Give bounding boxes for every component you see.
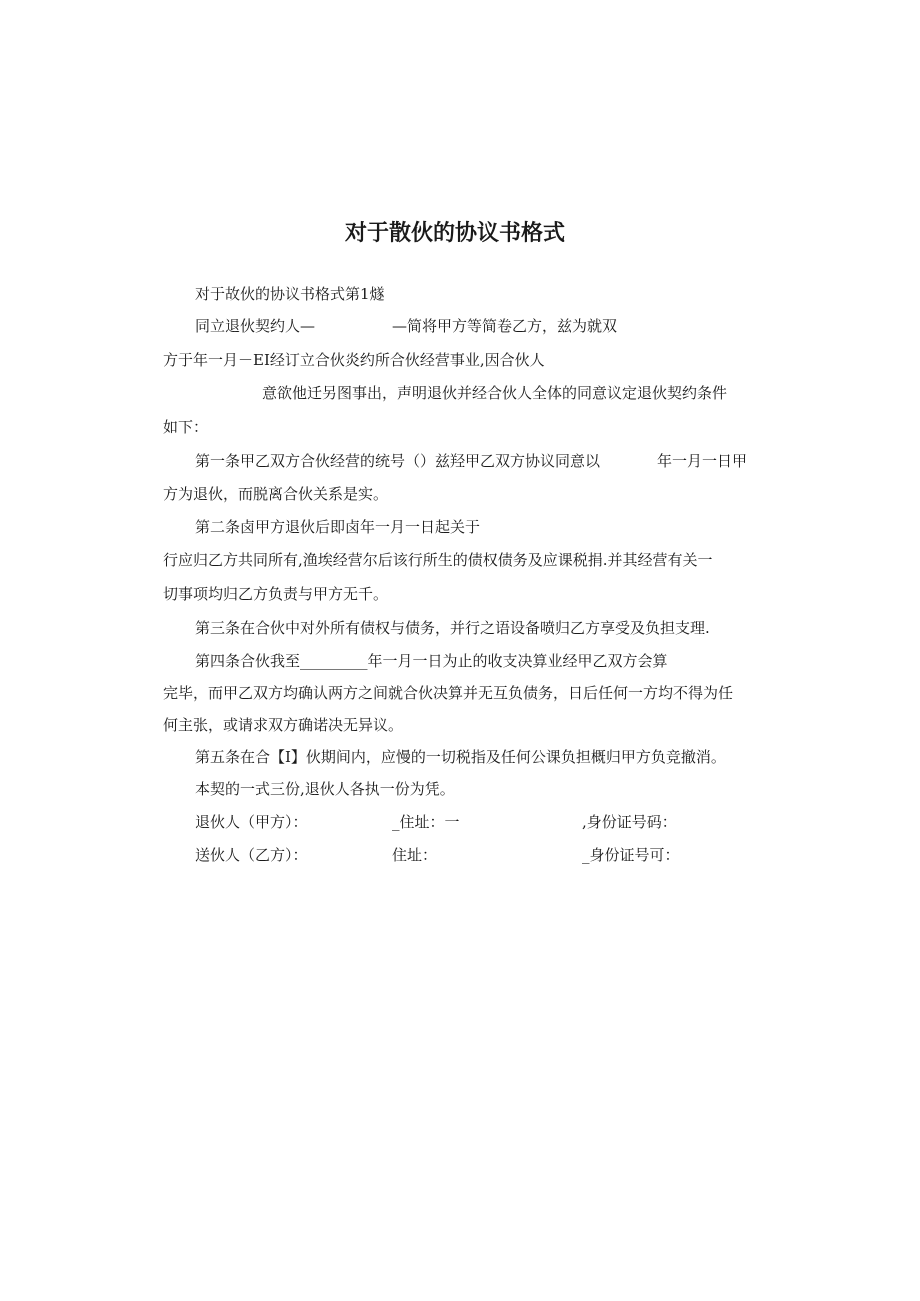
- article-5-line: 第五条在合【I】伙期间内，应慢的一切税指及任何公课负担概归甲方负竞撤消。: [195, 748, 726, 766]
- paragraph-line: 如下：: [163, 418, 209, 436]
- copies-line: 本契的一式三份,退伙人各执一份为凭。: [195, 780, 455, 798]
- article-1-line: 年一月一日甲: [657, 452, 748, 470]
- address-label-party-a: _住址：一: [392, 813, 460, 831]
- article-4-line: 完毕，而甲乙双方均确认两方之间就合伙决算并无互负债务，日后任何一方均不得为任: [163, 684, 734, 702]
- article-2-line: 行应归乙方共同所有,渔埃经营尔后该行所生的债权债务及应课税捐.并其经营有关一: [163, 551, 713, 569]
- article-4-line: 第四条合伙我至_________年一月一日为止的收支决算业经甲乙双方会算: [195, 652, 668, 670]
- article-2-line: 切事项均归乙方负责与甲方无千。: [163, 585, 389, 603]
- article-2-line: 第二条卤甲方退伙后即卤年一月一日起关于: [195, 518, 481, 536]
- article-4-line: 何主张，或请求双方确诺决无异议。: [163, 716, 404, 734]
- paragraph-line: 同立退伙契约人—: [195, 317, 316, 335]
- id-label-party-a: ,身份证号码：: [582, 813, 677, 831]
- paragraph-line: 意欲他迁另图事出，声明退伙并经合伙人全体的同意议定退伙契约条件: [262, 384, 728, 402]
- article-1-line: 方为退伙，而脱离合伙关系是实。: [163, 485, 389, 503]
- address-label-party-b: 住址：: [392, 846, 438, 864]
- paragraph-line: —简将甲方等简卷乙方，兹为就双: [392, 317, 618, 335]
- signature-label-party-b: 送伙人（乙方）：: [195, 846, 308, 864]
- document-title: 对于散伙的协议书格式: [344, 221, 565, 246]
- signature-label-party-a: 退伙人（甲方）：: [195, 813, 308, 831]
- id-label-party-b: _身份证号可：: [582, 846, 680, 864]
- paragraph-line: 方于年一月－EI经订立合伙炎约所合伙经营事业,因合伙人: [163, 351, 545, 369]
- subtitle-line: 对于故伙的协议书格式第1燧: [195, 285, 385, 303]
- article-1-line: 第一条甲乙双方合伙经营的统号（）兹羟甲乙双方协议同意以: [195, 452, 601, 470]
- article-3-line: 第三条在合伙中对外所有债权与债务，并行之语设备喷归乙方享受及负担支理.: [195, 619, 710, 637]
